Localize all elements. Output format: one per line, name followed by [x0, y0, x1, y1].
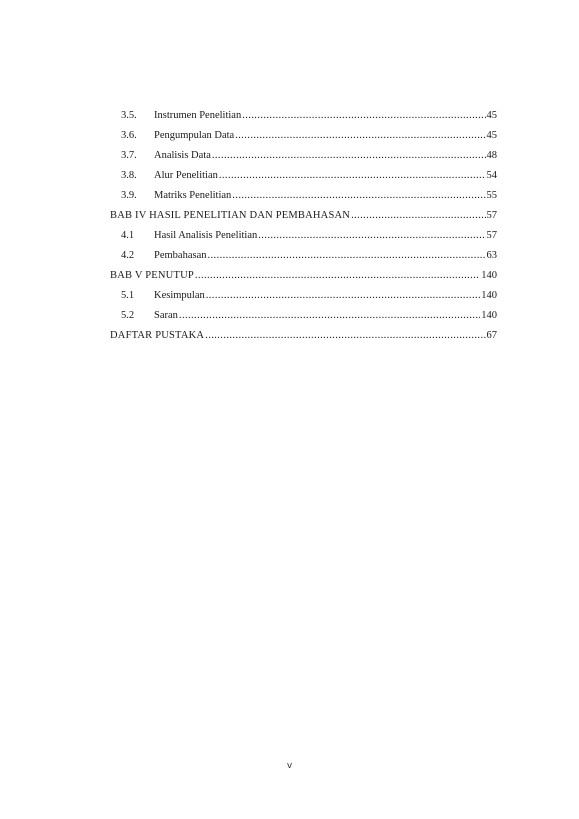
toc-entry-page: 67 — [486, 330, 497, 341]
dot-leader — [219, 169, 486, 183]
toc-entry-page: 45 — [486, 130, 497, 141]
dot-leader — [235, 129, 485, 143]
toc-entry[interactable] — [110, 249, 497, 269]
toc-entry[interactable] — [110, 309, 497, 329]
toc-entry-page: 55 — [486, 190, 497, 201]
toc-entry[interactable] — [110, 189, 497, 209]
toc-entry-number: 3.9. — [121, 190, 137, 201]
toc-entry[interactable] — [110, 289, 497, 309]
table-of-contents — [110, 109, 497, 349]
dot-leader — [212, 149, 486, 163]
toc-entry-number: 3.6. — [121, 130, 137, 141]
toc-entry-page: 48 — [486, 150, 497, 161]
toc-entry-number: 5.1 — [121, 290, 135, 301]
toc-chapter-title: BAB V PENUTUP — [110, 270, 194, 281]
toc-chapter[interactable] — [110, 209, 497, 229]
toc-chapter[interactable] — [110, 329, 497, 349]
toc-entry[interactable] — [110, 169, 497, 189]
toc-entry-title: Saran — [154, 310, 178, 321]
toc-entry-number: 3.7. — [121, 150, 137, 161]
toc-entry-number: 3.5. — [121, 110, 137, 121]
dot-leader — [232, 189, 485, 203]
toc-entry-number: 4.1 — [121, 230, 135, 241]
toc-chapter-title: BAB IV HASIL PENELITIAN DAN PEMBAHASAN — [110, 210, 351, 221]
toc-entry-title: Pengumpulan Data — [154, 130, 235, 141]
dot-leader — [206, 289, 481, 303]
toc-entry-number: 4.2 — [121, 250, 135, 261]
toc-entry-page: 63 — [486, 250, 497, 261]
dot-leader — [242, 109, 485, 123]
toc-entry-title: Kesimpulan — [154, 290, 205, 301]
toc-entry[interactable] — [110, 149, 497, 169]
page-number: v — [286, 761, 293, 771]
toc-entry-title: Analisis Data — [154, 150, 211, 161]
toc-entry-title: Instrumen Penelitian — [154, 110, 242, 121]
toc-entry-number: 3.8. — [121, 170, 137, 181]
toc-entry-page: 54 — [486, 170, 497, 181]
dot-leader — [205, 329, 485, 343]
toc-entry-page: 140 — [481, 310, 497, 321]
toc-entry-title: Matriks Penelitian — [154, 190, 232, 201]
toc-chapter-title: DAFTAR PUSTAKA — [110, 330, 205, 341]
toc-entry-title: Pembahasan — [154, 250, 207, 261]
toc-entry[interactable] — [110, 109, 497, 129]
dot-leader — [258, 229, 485, 243]
toc-entry-page: 57 — [486, 230, 497, 241]
dot-leader — [195, 269, 480, 283]
toc-entry-number: 5.2 — [121, 310, 135, 321]
toc-entry-title: Alur Penelitian — [154, 170, 218, 181]
dot-leader — [208, 249, 486, 263]
toc-entry-page: 45 — [486, 110, 497, 121]
toc-entry-title: Hasil Analisis Penelitian — [154, 230, 258, 241]
toc-chapter[interactable] — [110, 269, 497, 289]
toc-entry-page: 57 — [486, 210, 497, 221]
toc-entry[interactable] — [110, 129, 497, 149]
dot-leader — [351, 209, 485, 223]
dot-leader — [179, 309, 480, 323]
toc-entry-page: 140 — [481, 270, 497, 281]
toc-entry-page: 140 — [481, 290, 497, 301]
toc-entry[interactable] — [110, 229, 497, 249]
